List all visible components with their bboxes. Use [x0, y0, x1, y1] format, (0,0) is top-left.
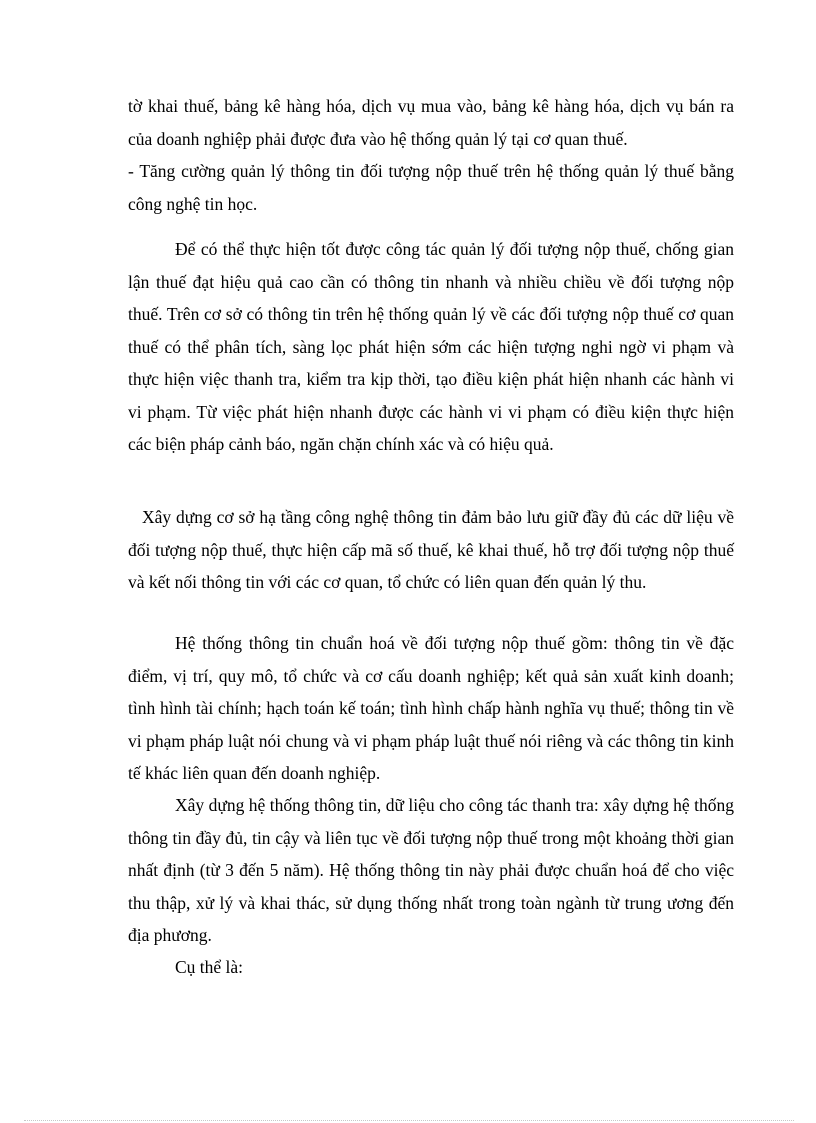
paragraph-4: Hệ thống thông tin chuẩn hoá về đối tượng nộp thuế gồm: thông tin về đặc điểm, vị trí, quy mô, tổ chức và cơ cấu doanh nghiệp; kết quả sản xuất kinh doanh; tình hình tài chính; hạch toán kế toán; tình hình chấp hành nghĩa vụ thuế; thông tin về vi phạm pháp luật nói chung và vi phạm pháp luật thuế nói riêng và các thông tin kinh tế khác liên quan đến doanh nghiệp.	[128, 633, 734, 783]
page-bottom-divider	[24, 1120, 794, 1121]
paragraph-6: Cụ thể là:	[175, 957, 244, 977]
paragraph-5: Xây dựng hệ thống thông tin, dữ liệu cho công tác thanh tra: xây dựng hệ thống thông tin đầy đủ, tin cậy và liên tục về đối tượng nộp thuế trong một khoảng thời gian nhất định (từ 3 đến 5 năm). Hệ thống thông tin này phải được chuẩn hoá để cho việc thu thập, xử lý và khai thác, sử dụng thống nhất trong toàn ngành từ trung ương đến địa phương.	[128, 795, 734, 945]
paragraph-2: Để có thể thực hiện tốt được công tác quản lý đối tượng nộp thuế, chống gian lận thuế đạt hiệu quả cao cần có thông tin nhanh và nhiều chiều về đối tượng nộp thuế. Trên cơ sở có thông tin trên hệ thống quản lý về các đối tượng nộp thuế cơ quan thuế có thể phân tích, sàng lọc phát hiện sớm các hiện tượng nghi ngờ vi phạm và thực hiện việc thanh tra, kiểm tra kịp thời, tạo điều kiện phát hiện nhanh các hành vi vi phạm. Từ việc phát hiện nhanh được các hành vi vi phạm có điều kiện thực hiện các biện pháp cảnh báo, ngăn chặn chính xác và có hiệu quả.	[128, 239, 734, 454]
paragraph-1: tờ khai thuế, bảng kê hàng hóa, dịch vụ mua vào, bảng kê hàng hóa, dịch vụ bán ra của doanh nghiệp phải được đưa vào hệ thống quản lý tại cơ quan thuế. - Tăng cường quản lý thông tin đối tượng nộp thuế trên hệ thống quản lý thuế bằng công nghệ tin học.	[128, 96, 734, 214]
paragraph-3: Xây dựng cơ sở hạ tầng công nghệ thông tin đảm bảo lưu giữ đầy đủ các dữ liệu về đối tượng nộp thuế, thực hiện cấp mã số thuế, kê khai thuế, hỗ trợ đối tượng nộp thuế và kết nối thông tin với các cơ quan, tổ chức có liên quan đến quản lý thu.	[128, 507, 734, 592]
